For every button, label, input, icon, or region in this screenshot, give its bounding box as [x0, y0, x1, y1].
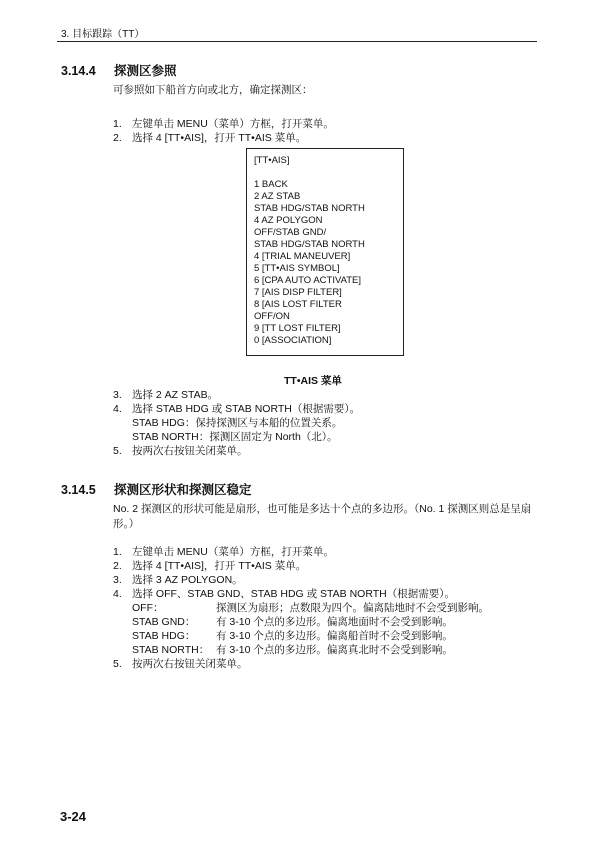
- list-item: [113, 402, 360, 416]
- list-item: [113, 559, 489, 573]
- section-heading-3-14-4: [61, 61, 177, 79]
- menu-line: 6 [CPA AUTO ACTIVATE]: [254, 275, 361, 286]
- list-item: [113, 545, 489, 559]
- menu-line: 8 [AIS LOST FILTER: [254, 299, 342, 310]
- step-number: 4.: [113, 403, 122, 415]
- step-text: 选择 4 [TT•AIS]，打开 TT•AIS 菜单。: [132, 560, 307, 572]
- list-item: [113, 416, 360, 430]
- section-number: 3.14.5: [61, 483, 96, 497]
- option-row: [113, 629, 489, 643]
- menu-line: [254, 167, 365, 179]
- option-row: [113, 601, 489, 615]
- menu-line: 4 [TRIAL MANEUVER]: [254, 251, 351, 262]
- option-label: STAB HDG：: [132, 630, 196, 642]
- menu-line: 1 BACK: [254, 179, 288, 190]
- option-desc: 有 3-10 个点的多边形。偏离船首时不会受到影响。: [216, 630, 453, 642]
- tt-ais-menu-box: [246, 148, 404, 356]
- step-text: 按两次右按钮关闭菜单。: [132, 445, 248, 457]
- list-item: [113, 117, 334, 131]
- list-item: [113, 587, 489, 601]
- menu-line: 0 [ASSOCIATION]: [254, 335, 332, 346]
- section-number: 3.14.4: [61, 64, 96, 78]
- section-title: 探测区参照: [114, 64, 177, 78]
- step-text: 左键单击 MENU（菜单）方框，打开菜单。: [132, 546, 334, 558]
- step-number: 3.: [113, 389, 122, 401]
- step-detail: STAB NORTH：探测区固定为 North（北）。: [132, 431, 338, 443]
- option-label: STAB NORTH：: [132, 644, 210, 656]
- list-item: [113, 388, 360, 402]
- step-number: 3.: [113, 574, 122, 586]
- option-desc: 有 3-10 个点的多边形。偏离地面时不会受到影响。: [216, 616, 453, 628]
- list-item: [113, 573, 489, 587]
- menu-line: 2 AZ STAB: [254, 191, 301, 202]
- menu-line: OFF/STAB GND/: [254, 227, 327, 238]
- step-text: 按两次右按钮关闭菜单。: [132, 658, 248, 670]
- step-number: 5.: [113, 658, 122, 670]
- running-header: 3. 目标跟踪（TT）: [61, 29, 145, 40]
- menu-line: 9 [TT LOST FILTER]: [254, 323, 341, 334]
- option-label: OFF：: [132, 602, 164, 614]
- list-item: [113, 430, 360, 444]
- step-text: 左键单击 MENU（菜单）方框，打开菜单。: [132, 118, 334, 130]
- menu-line: OFF/ON: [254, 311, 290, 322]
- section-intro: 可参照如下船首方向或北方，确定探测区：: [113, 84, 313, 96]
- menu-line: 5 [TT•AIS SYMBOL]: [254, 263, 340, 274]
- step-text: 选择 STAB HDG 或 STAB NORTH（根据需要）。: [132, 403, 361, 415]
- header-rule: [57, 41, 537, 42]
- list-item: [113, 131, 334, 145]
- menu-line: [TT•AIS]: [254, 155, 290, 166]
- option-desc: 探测区为扇形；点数限为四个。偏离陆地时不会受到影响。: [216, 602, 489, 614]
- menu-caption: TT•AIS 菜单: [284, 375, 342, 387]
- section-title: 探测区形状和探测区稳定: [114, 483, 252, 497]
- step-text: 选择 2 AZ STAB。: [132, 389, 219, 401]
- list-item: [113, 444, 360, 458]
- menu-line: 7 [AIS DISP FILTER]: [254, 287, 342, 298]
- list-item: [113, 657, 489, 671]
- step-detail: STAB HDG：保持探测区与本船的位置关系。: [132, 417, 343, 429]
- step-number: 2.: [113, 132, 122, 144]
- menu-line: STAB HDG/STAB NORTH: [254, 203, 365, 214]
- steps-list-b: [113, 388, 360, 458]
- section-heading-3-14-5: [61, 480, 252, 498]
- section-intro: No. 2 探测区的形状可能是扇形，也可能是多达十个点的多边形。（No. 1 探测区则总是呈扇形。）: [113, 503, 532, 530]
- step-number: 1.: [113, 546, 122, 558]
- menu-lines: [254, 155, 365, 347]
- step-text: 选择 3 AZ POLYGON。: [132, 574, 243, 586]
- step-number: 1.: [113, 118, 122, 130]
- step-number: 2.: [113, 560, 122, 572]
- option-label: STAB GND：: [132, 616, 196, 628]
- option-desc: 有 3-10 个点的多边形。偏离真北时不会受到影响。: [216, 644, 453, 656]
- steps-list-c: [113, 545, 489, 671]
- steps-list-a: [113, 117, 334, 145]
- step-number: 5.: [113, 445, 122, 457]
- option-row: [113, 643, 489, 657]
- menu-line: STAB HDG/STAB NORTH: [254, 239, 365, 250]
- step-number: 4.: [113, 588, 122, 600]
- step-text: 选择 OFF、STAB GND、STAB HDG 或 STAB NORTH（根据需要）。: [132, 588, 455, 600]
- step-text: 选择 4 [TT•AIS]，打开 TT•AIS 菜单。: [132, 132, 307, 144]
- page-number: 3-24: [60, 809, 87, 824]
- menu-line: 4 AZ POLYGON: [254, 215, 323, 226]
- option-row: [113, 615, 489, 629]
